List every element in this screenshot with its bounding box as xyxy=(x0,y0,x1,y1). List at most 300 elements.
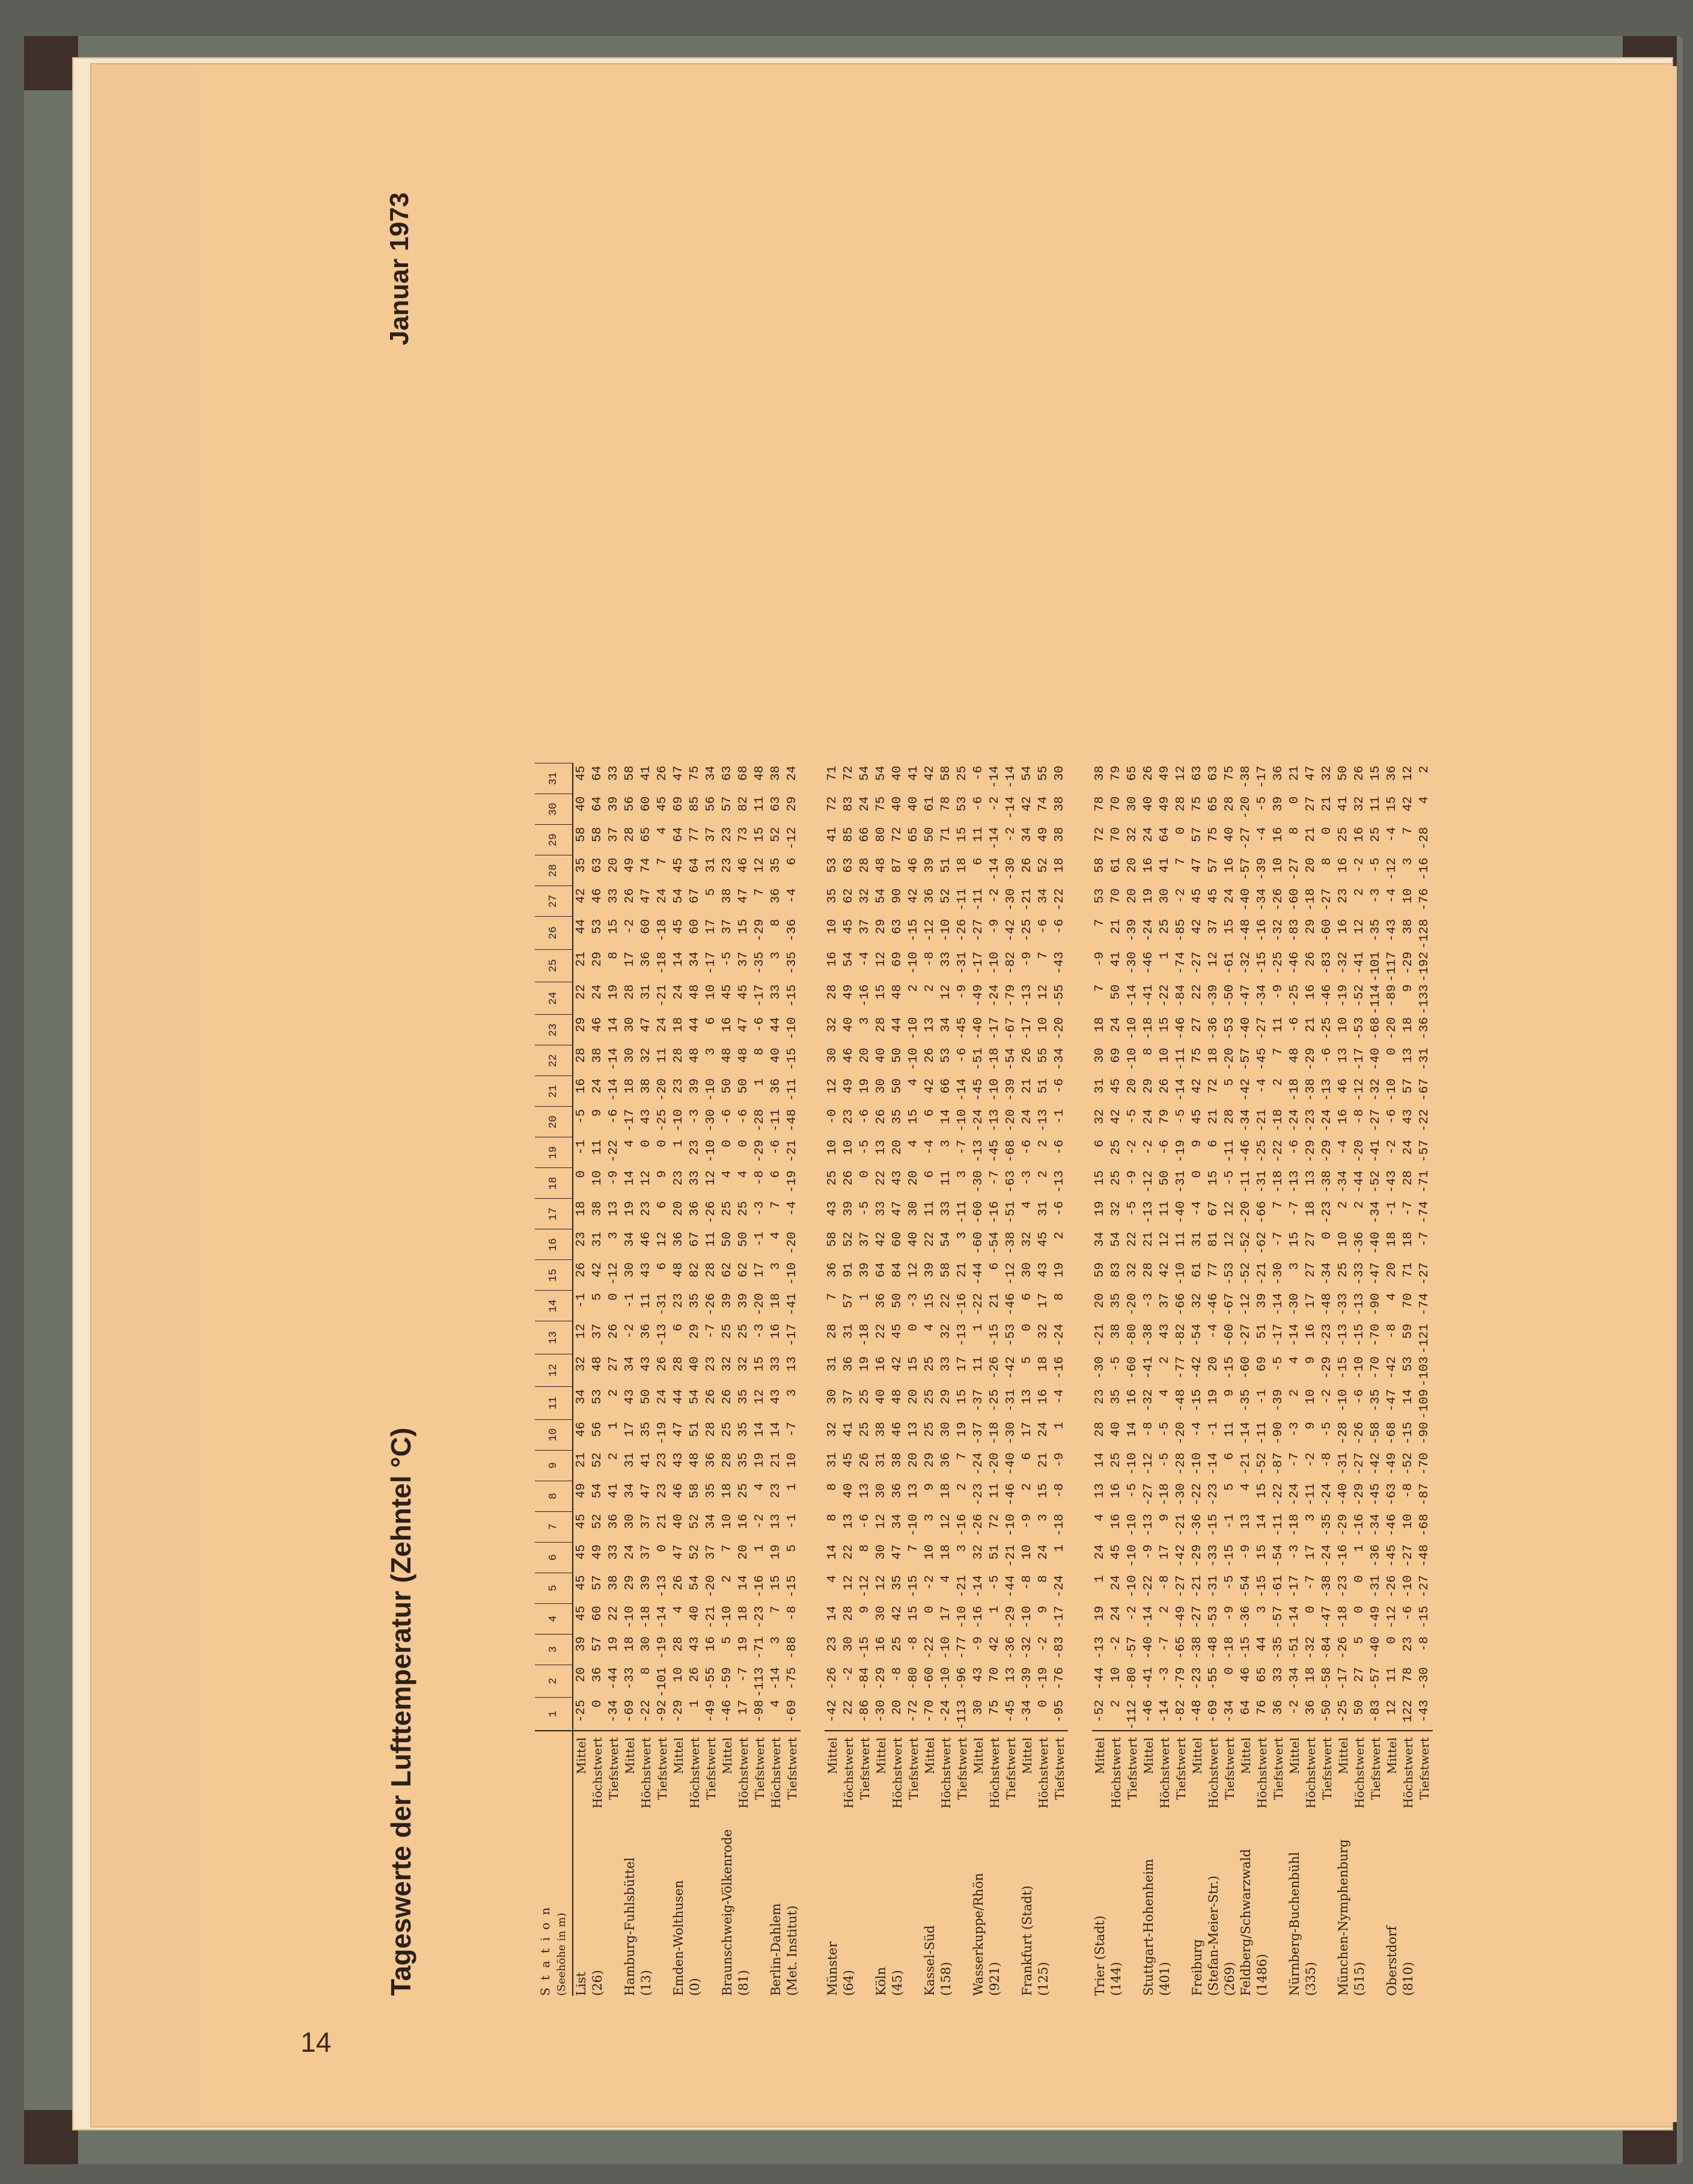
temperature-value: -15 xyxy=(785,1575,799,1598)
temperature-value: 14 xyxy=(769,1422,783,1437)
table-row xyxy=(1400,763,1417,1996)
temperature-value: 3 xyxy=(923,1514,937,1522)
temperature-value: -5 xyxy=(858,1201,872,1217)
temperature-value: -24 xyxy=(1320,1544,1334,1567)
temperature-value: -2 xyxy=(1142,1139,1156,1155)
temperature-value: -20 xyxy=(1174,1422,1188,1445)
temperature-value: 34 xyxy=(688,952,702,967)
temperature-value: -6 xyxy=(1288,1017,1302,1033)
temperature-value: -29 xyxy=(1320,1139,1334,1163)
temperature-value: 3 xyxy=(769,1262,783,1270)
temperature-value: 91 xyxy=(842,1262,856,1278)
temperature-value: 5 xyxy=(1353,1636,1367,1644)
temperature-value: -12 xyxy=(1385,1606,1399,1629)
temperature-value: -40 xyxy=(1369,1636,1383,1659)
station-elevation: (269) xyxy=(1222,1962,1237,1996)
temperature-value: 54 xyxy=(939,1231,953,1247)
temperature-value: 0 xyxy=(858,1170,872,1178)
temperature-value: 3 xyxy=(769,1636,783,1644)
temperature-value: 31 xyxy=(1191,1231,1204,1247)
temperature-value: 25 xyxy=(1109,1170,1123,1186)
temperature-value: -2 xyxy=(1126,1139,1139,1155)
temperature-value: -30 xyxy=(1272,1262,1286,1285)
temperature-value: -46 xyxy=(1239,1139,1253,1163)
temperature-value: 34 xyxy=(623,1231,637,1247)
temperature-value: 42 xyxy=(575,888,588,904)
temperature-value: 38 xyxy=(591,1047,605,1063)
temperature-value: -11 xyxy=(769,1109,783,1132)
temperature-value: -29 xyxy=(874,1667,888,1690)
temperature-value: 35 xyxy=(737,1389,751,1404)
temperature-value: -42 xyxy=(1191,1356,1204,1380)
temperature-value: -53 xyxy=(1207,1606,1221,1629)
temperature-value: 0 xyxy=(1288,796,1302,804)
temperature-value: 63 xyxy=(1191,765,1204,781)
table-row xyxy=(1319,763,1335,1996)
temperature-value: -6 xyxy=(1353,1389,1367,1404)
temperature-value: 33 xyxy=(607,765,621,781)
day-column-header: 9 xyxy=(535,1450,573,1481)
temperature-value: 32 xyxy=(858,888,872,904)
temperature-value: -15 xyxy=(1337,1356,1350,1380)
temperature-value: -29 xyxy=(753,919,767,942)
table-row xyxy=(606,763,622,1996)
temperature-value: 12 xyxy=(1207,952,1221,967)
temperature-value: 34 xyxy=(1037,888,1051,904)
temperature-value: -20 xyxy=(1385,1017,1399,1040)
temperature-value: -54 xyxy=(1239,1575,1253,1598)
temperature-value: -0 xyxy=(826,1109,840,1125)
temperature-value: 21 xyxy=(769,1452,783,1468)
temperature-value: 14 xyxy=(1402,1389,1415,1404)
temperature-value: 20 xyxy=(858,1047,872,1063)
temperature-value: 46 xyxy=(907,857,921,873)
temperature-value: -28 xyxy=(1174,1452,1188,1475)
temperature-value: -21 xyxy=(1004,1544,1018,1567)
station-elevation: (26) xyxy=(590,1969,605,1996)
temperature-value: -34 xyxy=(1255,888,1269,911)
temperature-value: -22 xyxy=(1418,1109,1432,1132)
temperature-value: 9 xyxy=(1158,1514,1172,1522)
temperature-value: 39 xyxy=(923,857,937,873)
temperature-value: 72 xyxy=(891,827,904,842)
temperature-value: 63 xyxy=(1207,765,1221,781)
temperature-value: 67 xyxy=(1207,1201,1221,1217)
temperature-value: 37 xyxy=(1158,1292,1172,1309)
temperature-value: 25 xyxy=(737,1201,751,1217)
temperature-value: 6 xyxy=(1223,1452,1237,1460)
temperature-value: 7 xyxy=(907,1544,921,1552)
temperature-value: 13 xyxy=(1239,1514,1253,1529)
temperature-value: -35 xyxy=(1239,1389,1253,1412)
temperature-value: -15 xyxy=(1207,1514,1221,1537)
temperature-value: 10 xyxy=(826,1139,840,1155)
temperature-value: -22 xyxy=(607,1139,621,1163)
temperature-value: -15 xyxy=(785,1047,799,1071)
temperature-value: 30 xyxy=(826,1389,840,1404)
temperature-value: 15 xyxy=(753,827,767,842)
temperature-value: -29 xyxy=(1353,1483,1367,1506)
temperature-value: 31 xyxy=(623,1452,637,1468)
temperature-value: -42 xyxy=(826,1699,840,1723)
day-column-header: 19 xyxy=(535,1137,573,1168)
month-label: Januar 1973 xyxy=(385,192,414,346)
temperature-value: -27 xyxy=(1174,1575,1188,1598)
temperature-table xyxy=(535,763,1433,1996)
temperature-value: 12 xyxy=(907,1262,921,1278)
temperature-value: -69 xyxy=(1207,1699,1221,1723)
temperature-value: -26 xyxy=(704,1201,718,1224)
temperature-value: 4 xyxy=(907,1139,921,1148)
temperature-value: 32 xyxy=(575,1356,588,1372)
temperature-value: 54 xyxy=(858,765,872,781)
temperature-value: -6 xyxy=(737,1109,751,1125)
station-elevation: (13) xyxy=(639,1969,653,1996)
temperature-value: 30 xyxy=(623,1017,637,1033)
temperature-value: -66 xyxy=(1255,1201,1269,1224)
temperature-value: -16 xyxy=(1255,919,1269,942)
table-row xyxy=(1238,763,1254,1996)
temperature-value: 15 xyxy=(907,1109,921,1125)
cover-corner xyxy=(24,36,78,90)
temperature-value: 37 xyxy=(704,1544,718,1560)
temperature-value: 28 xyxy=(874,1017,888,1033)
temperature-value: -43 xyxy=(1385,919,1399,942)
temperature-value: -2 xyxy=(1385,1139,1399,1155)
temperature-value: 0 xyxy=(923,1606,937,1614)
temperature-value: -6 xyxy=(1158,1139,1172,1155)
temperature-value: -27 xyxy=(1239,827,1253,850)
temperature-value: -10 xyxy=(939,919,953,942)
temperature-value: 37 xyxy=(858,919,872,934)
temperature-value: 28 xyxy=(858,857,872,873)
temperature-value: 45 xyxy=(842,1452,856,1468)
temperature-value: -18 xyxy=(1288,1078,1302,1101)
temperature-value: -6 xyxy=(1053,1201,1067,1217)
temperature-value: 26 xyxy=(1142,765,1156,781)
temperature-value: -79 xyxy=(1004,984,1018,1008)
temperature-value: 17 xyxy=(753,1262,767,1278)
temperature-value: 14 xyxy=(607,1017,621,1033)
table-row xyxy=(1124,763,1141,1996)
temperature-value: 5 xyxy=(704,888,718,896)
temperature-value: 48 xyxy=(1288,1047,1302,1063)
temperature-value: 20 xyxy=(1385,1262,1399,1278)
temperature-value: -26 xyxy=(1353,1422,1367,1445)
temperature-value: -14 xyxy=(1207,1452,1221,1475)
temperature-value: -15 xyxy=(785,984,799,1008)
temperature-value: 24 xyxy=(672,984,686,1000)
temperature-value: 36 xyxy=(1272,1699,1286,1715)
temperature-value: -10 xyxy=(1004,1514,1018,1537)
value-kind-label: Mittel xyxy=(1287,1731,1303,1815)
temperature-value: 17 xyxy=(623,952,637,967)
temperature-value: 16 xyxy=(826,952,840,967)
temperature-value: -53 xyxy=(1004,1323,1018,1347)
temperature-value: -46 xyxy=(1207,1292,1221,1316)
temperature-value: 21 xyxy=(1037,1452,1051,1468)
temperature-value: 5 xyxy=(1223,1483,1237,1491)
temperature-value: 38 xyxy=(874,1422,888,1437)
temperature-value: 53 xyxy=(939,1047,953,1063)
value-kind-label: Mittel xyxy=(922,1731,938,1815)
temperature-value: 8 xyxy=(1142,1047,1156,1056)
temperature-value: 28 xyxy=(1142,1262,1156,1278)
temperature-value: -14 xyxy=(988,827,1002,850)
temperature-value: 2 xyxy=(1037,1170,1051,1178)
temperature-value: 22 xyxy=(923,1231,937,1247)
temperature-value: 24 xyxy=(1142,1109,1156,1125)
temperature-value: -18 xyxy=(1288,1514,1302,1537)
temperature-value: 7 xyxy=(721,1544,734,1552)
temperature-value: -27 xyxy=(972,919,986,942)
temperature-value: -9 xyxy=(607,1170,621,1186)
temperature-value: -21 xyxy=(956,1575,969,1598)
temperature-value: -52 xyxy=(1239,1231,1253,1255)
temperature-value: -6 xyxy=(753,1017,767,1033)
temperature-value: 34 xyxy=(623,1356,637,1372)
temperature-value: -10 xyxy=(704,1139,718,1163)
temperature-value: 2 xyxy=(1418,765,1432,774)
temperature-value: -60 xyxy=(1223,1323,1237,1347)
temperature-value: 14 xyxy=(672,952,686,967)
temperature-value: -10 xyxy=(988,1078,1002,1101)
temperature-value: 73 xyxy=(737,827,751,842)
temperature-value: 1 xyxy=(1158,952,1172,959)
temperature-value: 45 xyxy=(1037,1231,1051,1247)
temperature-value: -18 xyxy=(656,952,670,974)
temperature-value: -8 xyxy=(1020,1575,1034,1591)
table-row xyxy=(971,763,987,1996)
temperature-value: -27 xyxy=(1255,1017,1269,1040)
temperature-value: 3 xyxy=(607,1231,621,1240)
temperature-value: 17 xyxy=(1158,1544,1172,1560)
temperature-value: 38 xyxy=(1109,1323,1123,1339)
temperature-value: 33 xyxy=(939,952,953,967)
temperature-value: 75 xyxy=(1191,796,1204,812)
station-column-header xyxy=(535,1815,573,1996)
temperature-value: 15 xyxy=(956,827,969,842)
temperature-value: 13 xyxy=(785,1356,799,1372)
value-kind-label: Höchstwert xyxy=(1303,1731,1319,1815)
value-kind-label: Tiefstwert xyxy=(1417,1731,1433,1815)
temperature-value: -10 xyxy=(721,1606,734,1629)
temperature-value: 40 xyxy=(842,1483,856,1499)
temperature-value: -20 xyxy=(1053,1017,1067,1040)
temperature-value: 21 xyxy=(656,1514,670,1529)
temperature-value: 23 xyxy=(826,1636,840,1652)
temperature-value: 52 xyxy=(769,827,783,842)
temperature-value: 8 xyxy=(769,919,783,927)
temperature-value: 23 xyxy=(688,1139,702,1155)
temperature-value: -16 xyxy=(956,1514,969,1537)
temperature-value: 27 xyxy=(1304,796,1318,812)
temperature-value: -36 xyxy=(1418,1017,1432,1040)
temperature-value: 28 xyxy=(826,984,840,1000)
temperature-value: 19 xyxy=(1093,1606,1107,1621)
temperature-value: -17 xyxy=(623,1109,637,1132)
temperature-value: 17 xyxy=(704,919,718,934)
temperature-value: 122 xyxy=(1402,1699,1415,1723)
temperature-value: -117 xyxy=(1385,952,1399,982)
temperature-value: 18 xyxy=(672,1017,686,1033)
temperature-value: 39 xyxy=(737,1292,751,1309)
station-name: Berlin-Dahlem xyxy=(769,1903,783,1996)
table-row xyxy=(1108,763,1124,1996)
temperature-value: 11 xyxy=(591,1139,605,1155)
temperature-value: 20 xyxy=(891,1699,904,1715)
temperature-value: -42 xyxy=(1004,1356,1018,1380)
temperature-value: 26 xyxy=(704,1389,718,1404)
temperature-value: -9 xyxy=(1020,952,1034,967)
temperature-value: 6 xyxy=(923,1109,937,1117)
temperature-value: -83 xyxy=(1053,1636,1067,1659)
station-name: Nürnberg-Buchenbühl xyxy=(1287,1852,1302,1996)
temperature-value: 24 xyxy=(656,888,670,904)
temperature-value: 11 xyxy=(939,1170,953,1186)
day-column-header: 17 xyxy=(535,1199,573,1229)
temperature-value: -47 xyxy=(1239,984,1253,1008)
temperature-value: -21 xyxy=(785,1139,799,1163)
temperature-value: -19 xyxy=(1037,1667,1051,1690)
temperature-value: -26 xyxy=(972,1514,986,1537)
temperature-value: 62 xyxy=(842,888,856,904)
temperature-value: -68 xyxy=(1004,1139,1018,1163)
temperature-value: 2 xyxy=(1158,1356,1172,1364)
temperature-value: 66 xyxy=(939,1078,953,1094)
temperature-value: 41 xyxy=(1158,857,1172,873)
temperature-value: 48 xyxy=(672,1262,686,1278)
temperature-value: -5 xyxy=(1109,1356,1123,1372)
temperature-value: -84 xyxy=(1174,984,1188,1008)
temperature-value: -128 xyxy=(1418,919,1432,950)
temperature-value: 38 xyxy=(639,1078,653,1094)
temperature-value: 28 xyxy=(575,1047,588,1063)
temperature-value: 0 xyxy=(1304,1606,1318,1614)
temperature-value: 40 xyxy=(1142,796,1156,812)
temperature-value: -17 xyxy=(785,1323,799,1347)
temperature-value: 24 xyxy=(858,796,872,812)
day-column-header: 23 xyxy=(535,1015,573,1045)
temperature-value: 26 xyxy=(623,888,637,904)
temperature-value: 23 xyxy=(704,1356,718,1372)
temperature-value: -10 xyxy=(956,1109,969,1132)
temperature-value: -17 xyxy=(1255,765,1269,789)
temperature-value: -40 xyxy=(1369,1047,1383,1071)
temperature-value: 50 xyxy=(721,1231,734,1247)
temperature-value: 41 xyxy=(907,765,921,781)
temperature-value: 30 xyxy=(874,1078,888,1094)
temperature-value: -43 xyxy=(1418,1699,1432,1723)
value-kind-label: Mittel xyxy=(1189,1731,1206,1815)
temperature-value: 16 xyxy=(1126,1389,1139,1404)
temperature-value: 4 xyxy=(1093,1514,1107,1522)
temperature-value: 26 xyxy=(688,1667,702,1683)
temperature-value: 50 xyxy=(1353,1699,1367,1715)
temperature-value: -18 xyxy=(1337,1606,1350,1629)
temperature-value: -2 xyxy=(1288,1699,1302,1715)
temperature-value: -8 xyxy=(1053,1483,1067,1499)
temperature-value: 7 xyxy=(1037,952,1051,959)
station-elevation: (125) xyxy=(1036,1962,1051,1996)
temperature-value: -80 xyxy=(1126,1667,1139,1690)
temperature-value: -16 xyxy=(972,1606,986,1629)
temperature-value: 25 xyxy=(1337,827,1350,842)
temperature-value: -4 xyxy=(1255,827,1269,842)
temperature-value: 57 xyxy=(591,1575,605,1591)
temperature-value: -60 xyxy=(972,1201,986,1224)
temperature-value: -14 xyxy=(1174,1078,1188,1101)
temperature-value: 10 xyxy=(672,1667,686,1683)
temperature-value: -60 xyxy=(1288,888,1302,911)
temperature-value: -49 xyxy=(972,984,986,1008)
temperature-value: -1 xyxy=(753,1231,767,1247)
temperature-value: 36 xyxy=(688,1201,702,1217)
temperature-value: 3 xyxy=(1402,857,1415,866)
temperature-value: 50 xyxy=(891,1078,904,1094)
temperature-value: 36 xyxy=(923,888,937,904)
value-kind-label: Höchstwert xyxy=(938,1731,954,1815)
temperature-value: -36 xyxy=(1191,1514,1204,1537)
temperature-value: 23 xyxy=(769,1483,783,1499)
temperature-value: -36 xyxy=(1004,1636,1018,1659)
temperature-value: 8 xyxy=(826,1514,840,1522)
temperature-value: 1 xyxy=(672,1139,686,1148)
temperature-value: 20 xyxy=(1093,1292,1107,1309)
temperature-value: -32 xyxy=(1142,1389,1156,1412)
temperature-value: -29 xyxy=(1337,1514,1350,1537)
temperature-value: -13 xyxy=(1037,1109,1051,1132)
temperature-value: 19 xyxy=(1053,1262,1067,1278)
temperature-value: -68 xyxy=(1369,1017,1383,1040)
temperature-value: -84 xyxy=(858,1667,872,1690)
temperature-value: 10 xyxy=(1158,1047,1172,1063)
temperature-value: -34 xyxy=(1369,1514,1383,1537)
temperature-value: 29 xyxy=(688,1323,702,1339)
temperature-value: -5 xyxy=(1223,1170,1237,1186)
temperature-value: 13 xyxy=(1304,1170,1318,1186)
temperature-value: 2 xyxy=(1158,1606,1172,1614)
temperature-value: 42 xyxy=(891,1356,904,1372)
temperature-value: -46 xyxy=(1142,952,1156,974)
station-name: Wasserkuppe/Rhön xyxy=(971,1873,986,1996)
temperature-value: -23 xyxy=(1304,1109,1318,1132)
station-name: Freiburg xyxy=(1190,1939,1204,1996)
temperature-value: -12 xyxy=(607,1262,621,1285)
temperature-value: 30 xyxy=(874,1544,888,1560)
temperature-value: 50 xyxy=(1337,765,1350,781)
table-row xyxy=(1173,763,1189,1996)
temperature-value: -15 xyxy=(907,1575,921,1598)
temperature-value: 18 xyxy=(575,1201,588,1217)
temperature-value: 47 xyxy=(639,888,653,904)
temperature-value: 28 xyxy=(672,1356,686,1372)
temperature-value: 23 xyxy=(575,1231,588,1247)
temperature-value: 30 xyxy=(1053,765,1067,781)
temperature-value: 47 xyxy=(639,1483,653,1499)
temperature-value: 0 xyxy=(1174,827,1188,835)
temperature-value: 33 xyxy=(607,888,621,904)
temperature-value: -20 xyxy=(1353,1139,1367,1163)
temperature-value: 45 xyxy=(575,1575,588,1591)
temperature-value: 9 xyxy=(656,1170,670,1178)
temperature-value: -114 xyxy=(1369,984,1383,1015)
temperature-value: 26 xyxy=(1353,765,1367,781)
temperature-value: 16 xyxy=(1337,857,1350,873)
temperature-value: 0 xyxy=(1320,1231,1334,1240)
temperature-value: 32 xyxy=(1191,1292,1204,1309)
temperature-value: -27 xyxy=(1418,1575,1432,1598)
